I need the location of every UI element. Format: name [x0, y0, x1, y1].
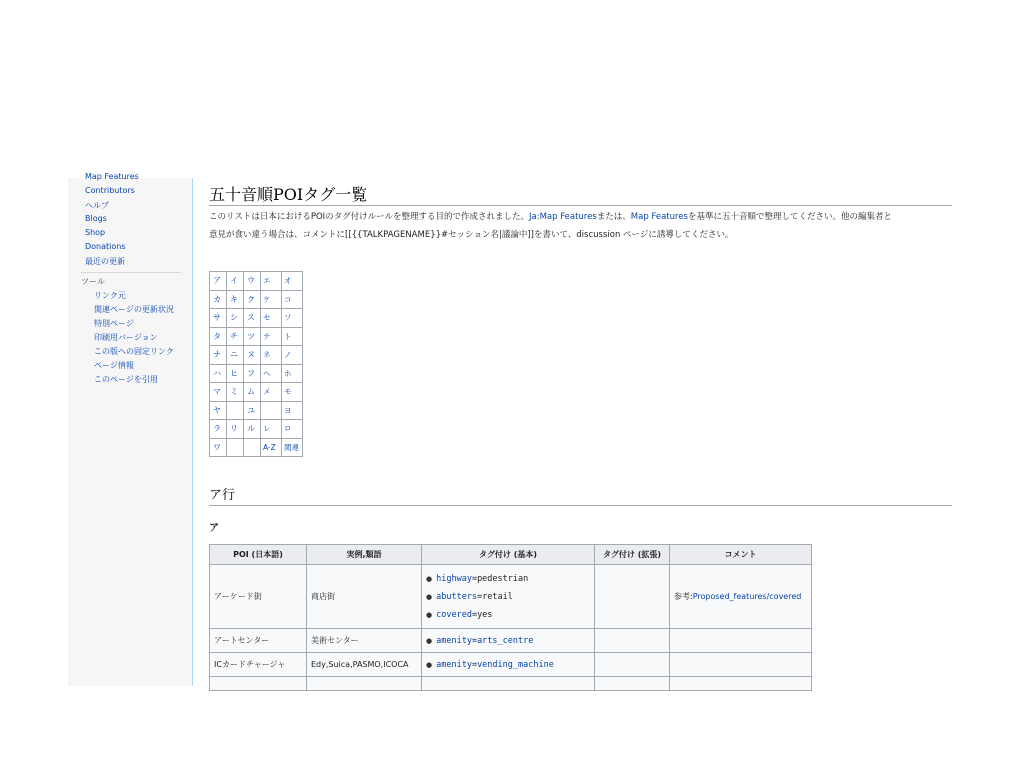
tag-value-text: yes: [477, 609, 493, 620]
bullet-icon: ●: [426, 636, 433, 645]
kana-row: [210, 420, 303, 439]
kana-link[interactable]: セ: [261, 309, 282, 328]
bullet-icon: ●: [426, 660, 433, 669]
main-content: [209, 178, 952, 686]
bullet-icon: ●: [426, 574, 433, 583]
kana-cell-empty: [227, 401, 244, 420]
poi-examples: Edy,Suica,PASMO,ICOCA: [307, 653, 422, 677]
page-title: 五十音順POIタグ一覧: [209, 185, 368, 204]
poi-basic-tags: [422, 565, 595, 629]
table-row: [210, 629, 812, 653]
kana-row: [210, 383, 303, 402]
poi-basic-tags: [422, 653, 595, 677]
tag-value-link[interactable]: arts_centre: [477, 635, 534, 646]
kana-link[interactable]: チ: [227, 327, 244, 346]
kana-link[interactable]: ホ: [282, 364, 303, 383]
table-row: [210, 677, 812, 691]
bullet-icon: ●: [426, 610, 433, 619]
poi-comment: [670, 677, 812, 691]
section-heading-a-row: ア行: [209, 488, 236, 503]
kana-link[interactable]: ウ: [244, 272, 261, 291]
poi-examples: 美術センター: [307, 629, 422, 653]
tag-key-link[interactable]: covered: [436, 609, 472, 620]
poi-name: アーケード街: [210, 565, 307, 629]
poi-basic-tags: [422, 629, 595, 653]
poi-extended-tags: [595, 653, 670, 677]
kana-cell-empty: [244, 438, 261, 457]
kana-link[interactable]: ツ: [244, 327, 261, 346]
poi-header-comment: コメント: [670, 545, 812, 565]
kana-link[interactable]: オ: [282, 272, 303, 291]
intro-text-b: または、: [596, 212, 631, 222]
kana-link[interactable]: ク: [244, 290, 261, 309]
poi-header-extended-tags: タグ付け (拡張): [595, 545, 670, 565]
tag-key-link[interactable]: highway: [436, 573, 472, 584]
sidebar-tool-printable-version[interactable]: 印刷用バージョン: [94, 333, 158, 342]
kana-link[interactable]: ロ: [282, 420, 303, 439]
map-features-link[interactable]: Map Features: [630, 212, 688, 222]
sidebar-tool-related-changes[interactable]: 関連ページの更新状況: [94, 305, 174, 314]
kana-link[interactable]: A-Z: [261, 438, 282, 457]
kana-cell-empty: [261, 401, 282, 420]
kana-link[interactable]: ナ: [210, 346, 227, 365]
kana-link[interactable]: フ: [244, 364, 261, 383]
sidebar-tool-what-links-here[interactable]: リンク元: [94, 291, 126, 300]
wiki-viewport: [68, 172, 952, 686]
title-rule: [209, 205, 952, 206]
sidebar-tool-permanent-link[interactable]: この版への固定リンク: [94, 347, 174, 356]
kana-link[interactable]: ノ: [282, 346, 303, 365]
poi-examples: 商店街: [307, 565, 422, 629]
tag-value-text: retail: [482, 591, 513, 602]
kana-row: [210, 346, 303, 365]
sidebar-tool-special-pages[interactable]: 特別ページ: [94, 319, 134, 328]
subsection-heading-a: ア: [209, 523, 219, 534]
kana-link[interactable]: ヤ: [210, 401, 227, 420]
kana-link[interactable]: コ: [282, 290, 303, 309]
tag-key-link[interactable]: abutters: [436, 591, 478, 602]
kana-link[interactable]: ル: [244, 420, 261, 439]
table-row: [210, 653, 812, 677]
intro-text-c: を基準に五十音順で整理してください。他の編集者と: [688, 212, 893, 222]
tag-key-link[interactable]: amenity: [436, 635, 472, 646]
poi-extended-tags: [595, 629, 670, 653]
kana-row: [210, 401, 303, 420]
kana-link[interactable]: エ: [261, 272, 282, 291]
poi-comment: [670, 629, 812, 653]
tag-item: ● abutters=retail: [426, 591, 513, 602]
kana-link[interactable]: サ: [210, 309, 227, 328]
kana-link[interactable]: シ: [227, 309, 244, 328]
sidebar-item-blogs[interactable]: Blogs: [85, 214, 107, 223]
sidebar-item-map-features[interactable]: Map Features: [85, 172, 139, 181]
ja-map-features-link[interactable]: Ja:Map Features: [529, 212, 597, 222]
poi-header-basic-tags: タグ付け (基本): [422, 545, 595, 565]
sidebar-tools-heading: ツール: [81, 277, 105, 286]
kana-link[interactable]: 関連: [282, 438, 303, 457]
poi-extended-tags: [595, 565, 670, 629]
intro-line-2: 意見が食い違う場合は、コメントに[[{{TALKPAGENAME}}#セッション名|議論中]]を書いて、discussion ページに誘導してください。: [209, 230, 734, 240]
poi-comment: [670, 565, 812, 629]
kana-link[interactable]: ヒ: [227, 364, 244, 383]
kana-row: [210, 290, 303, 309]
kana-link[interactable]: ハ: [210, 364, 227, 383]
kana-link[interactable]: ア: [210, 272, 227, 291]
poi-name: ICカードチャージャ: [210, 653, 307, 677]
sidebar-item-recent-changes[interactable]: 最近の更新: [85, 257, 125, 266]
poi-name: アートセンター: [210, 629, 307, 653]
kana-link[interactable]: ミ: [227, 383, 244, 402]
tag-item: ● amenity=arts_centre: [426, 635, 534, 646]
kana-link[interactable]: マ: [210, 383, 227, 402]
kana-row: [210, 272, 303, 291]
poi-extended-tags: [595, 677, 670, 691]
kana-link[interactable]: カ: [210, 290, 227, 309]
poi-name: [210, 677, 307, 691]
kana-row: [210, 438, 303, 457]
poi-comment: [670, 653, 812, 677]
tag-value-link[interactable]: vending_machine: [477, 659, 554, 670]
tag-key-link[interactable]: amenity: [436, 659, 472, 670]
kana-row: [210, 364, 303, 383]
kana-row: [210, 309, 303, 328]
kana-row: [210, 327, 303, 346]
sidebar-item-help[interactable]: ヘルプ: [85, 201, 109, 210]
bullet-icon: ●: [426, 592, 433, 601]
kana-link[interactable]: ラ: [210, 420, 227, 439]
kana-link[interactable]: タ: [210, 327, 227, 346]
intro-text-a: このリストは日本におけるPOIのタグ付けルールを整理する目的で作成されました。: [209, 212, 529, 222]
kana-link[interactable]: ユ: [244, 401, 261, 420]
kana-link[interactable]: ネ: [261, 346, 282, 365]
kana-link[interactable]: ヌ: [244, 346, 261, 365]
kana-link[interactable]: キ: [227, 290, 244, 309]
sidebar-item-shop[interactable]: Shop: [85, 228, 106, 237]
kana-link[interactable]: ト: [282, 327, 303, 346]
poi-header-poi: POI (日本語): [210, 545, 307, 565]
kana-link[interactable]: ケ: [261, 290, 282, 309]
poi-header-examples: 実例,類語: [307, 545, 422, 565]
tag-value-link[interactable]: pedestrian: [477, 573, 529, 584]
sidebar-item-contributors[interactable]: Contributors: [85, 186, 135, 195]
comment-link[interactable]: Proposed_features/covered: [692, 592, 802, 601]
kana-link[interactable]: ニ: [227, 346, 244, 365]
comment-prefix: 参考:: [674, 592, 693, 601]
sidebar-item-donations[interactable]: Donations: [85, 242, 126, 251]
kana-link[interactable]: ム: [244, 383, 261, 402]
poi-basic-tags: [422, 677, 595, 691]
kana-link[interactable]: モ: [282, 383, 303, 402]
sidebar: [68, 172, 193, 686]
kana-link[interactable]: リ: [227, 420, 244, 439]
sidebar-tool-cite-page[interactable]: このページを引用: [94, 375, 158, 384]
sidebar-tool-page-info[interactable]: ページ情報: [94, 361, 134, 370]
kana-link[interactable]: ソ: [282, 309, 303, 328]
tag-item: ● covered=yes: [426, 609, 493, 620]
poi-table: [209, 544, 812, 691]
sidebar-separator: [81, 272, 181, 273]
kana-link[interactable]: ワ: [210, 438, 227, 457]
tag-item: ● amenity=vending_machine: [426, 659, 554, 670]
poi-examples: [307, 677, 422, 691]
tag-item: ● highway=pedestrian: [426, 573, 529, 584]
kana-link[interactable]: ヨ: [282, 401, 303, 420]
kana-link[interactable]: メ: [261, 383, 282, 402]
table-row: [210, 565, 812, 629]
kana-link[interactable]: ス: [244, 309, 261, 328]
kana-cell-empty: [227, 438, 244, 457]
kana-link[interactable]: イ: [227, 272, 244, 291]
section-rule: [209, 505, 952, 506]
intro-line-1: [209, 211, 892, 223]
kana-index-table: [209, 271, 303, 457]
kana-link[interactable]: レ: [261, 420, 282, 439]
kana-link[interactable]: テ: [261, 327, 282, 346]
kana-link[interactable]: ヘ: [261, 364, 282, 383]
